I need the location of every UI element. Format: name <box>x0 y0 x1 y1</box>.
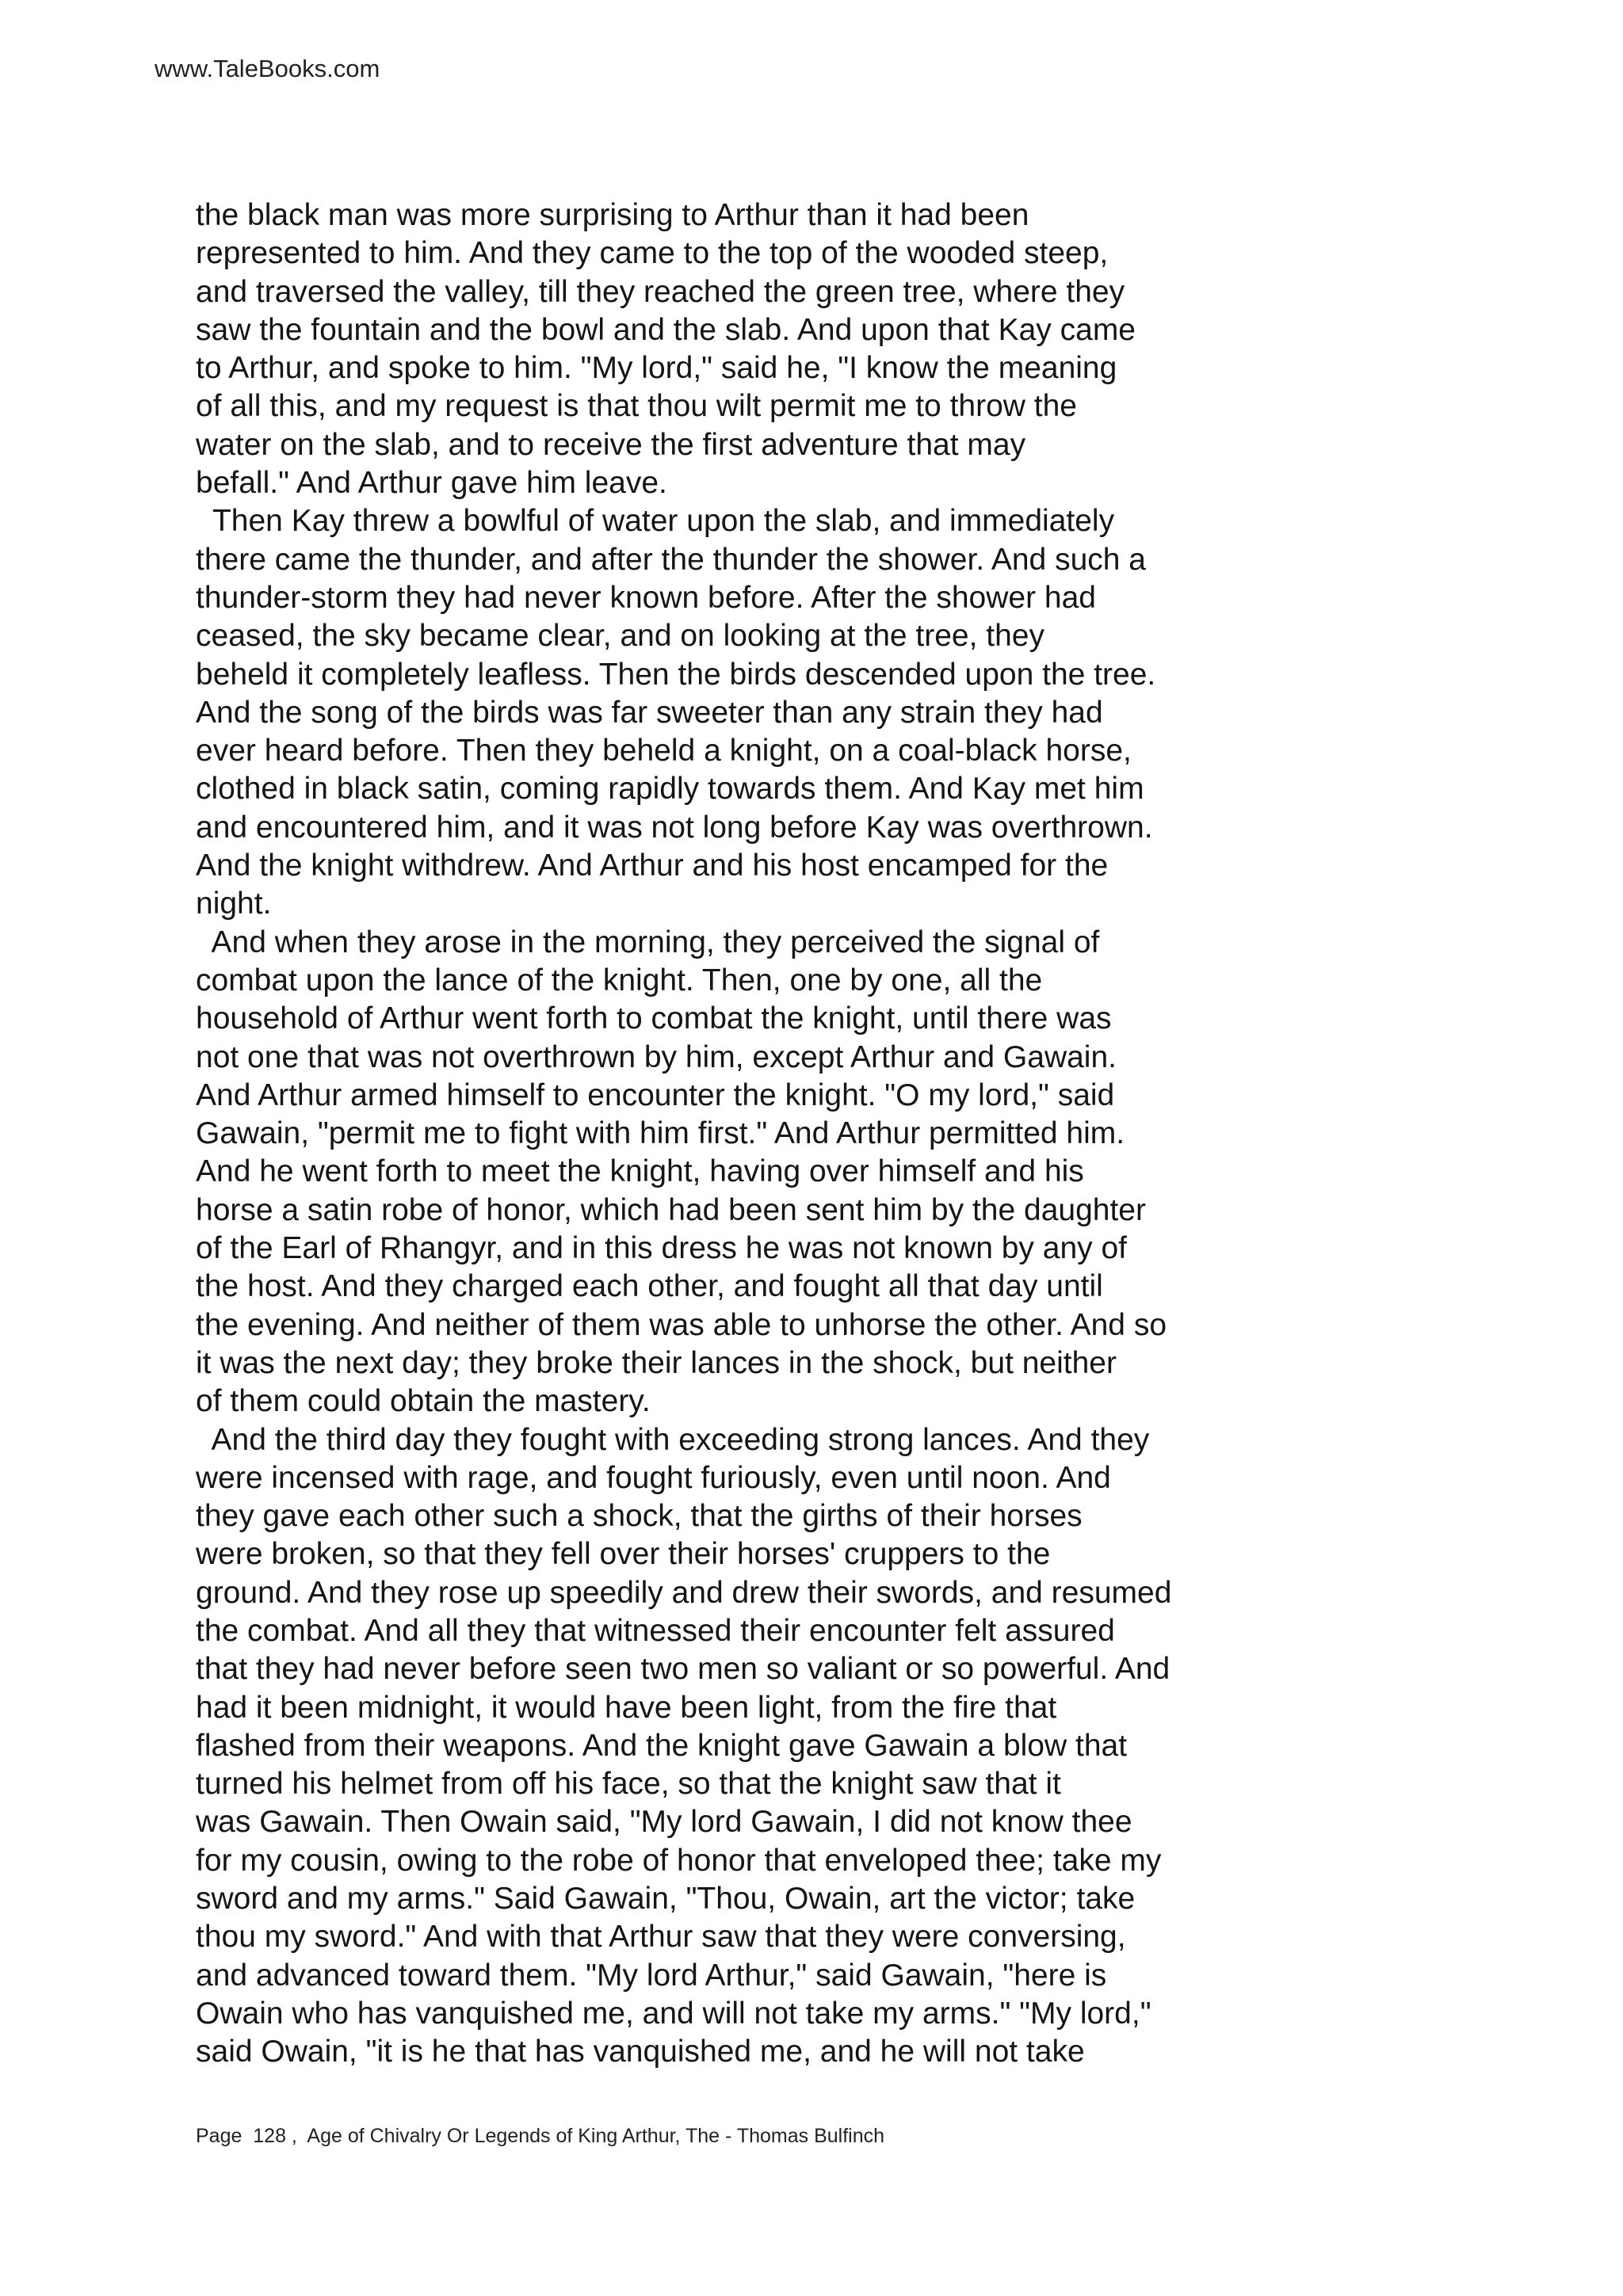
text-line: there came the thunder, and after the thunder the shower. And such a <box>196 542 1146 577</box>
text-line: beheld it completely leafless. Then the birds descended upon the tree. <box>196 657 1156 692</box>
text-line: the black man was more surprising to Arthur than it had been <box>196 198 1029 232</box>
text-line: not one that was not overthrown by him, except Arthur and Gawain. <box>196 1039 1117 1074</box>
text-line: night. <box>196 887 272 921</box>
text-line: thunder-storm they had never known before. After the shower had <box>196 580 1096 615</box>
text-line: they gave each other such a shock, that the girths of their horses <box>196 1499 1083 1534</box>
text-line: thou my sword." And with that Arthur saw that they were conversing, <box>196 1920 1126 1955</box>
text-line: the host. And they charged each other, and fought all that day until <box>196 1269 1103 1304</box>
text-line: And the song of the birds was far sweeter than any strain they had <box>196 695 1103 730</box>
text-line: turned his helmet from off his face, so that the knight saw that it <box>196 1767 1061 1802</box>
text-line: ever heard before. Then they beheld a knight, on a coal-black horse, <box>196 734 1132 769</box>
text-line: were incensed with rage, and fought furiously, even until noon. And <box>196 1460 1111 1495</box>
text-line: Owain who has vanquished me, and will not take my arms." "My lord," <box>196 1996 1151 2031</box>
text-line: clothed in black satin, coming rapidly towards them. And Kay met him <box>196 772 1144 807</box>
text-line: And he went forth to meet the knight, having over himself and his <box>196 1154 1084 1189</box>
text-line: saw the fountain and the bowl and the slab. And upon that Kay came <box>196 312 1136 347</box>
text-line: it was the next day; they broke their lances in the shock, but neither <box>196 1345 1117 1380</box>
text-line: sword and my arms." Said Gawain, "Thou, Owain, art the victor; take <box>196 1882 1136 1917</box>
text-line: water on the slab, and to receive the first adventure that may <box>196 427 1026 462</box>
page-footer: Page 128 , Age of Chivalry Or Legends of King Arthur, The - Thomas Bulfinch <box>196 2125 885 2147</box>
text-line: And Arthur armed himself to encounter the knight. "O my lord," said <box>196 1077 1115 1112</box>
text-line: said Owain, "it is he that has vanquished me, and he will not take <box>196 2035 1085 2069</box>
text-line: were broken, so that they fell over their horses' cruppers to the <box>196 1537 1051 1572</box>
text-line: for my cousin, owing to the robe of honor that enveloped thee; take my <box>196 1843 1162 1878</box>
text-line: and advanced toward them. "My lord Arthur," said Gawain, "here is <box>196 1958 1107 1993</box>
text-line: the combat. And all they that witnessed their encounter felt assured <box>196 1613 1115 1648</box>
page-body-text <box>196 196 1495 2072</box>
text-line: the evening. And neither of them was able to unhorse the other. And so <box>196 1307 1167 1342</box>
text-line: ground. And they rose up speedily and drew their swords, and resumed <box>196 1575 1172 1610</box>
text-line: And the knight withdrew. And Arthur and his host encamped for the <box>196 849 1109 883</box>
text-line: combat upon the lance of the knight. Then, one by one, all the <box>196 963 1043 997</box>
text-line: to Arthur, and spoke to him. "My lord," said he, "I know the meaning <box>196 351 1117 386</box>
text-line: And when they arose in the morning, they perceived the signal of <box>196 925 1100 959</box>
text-line: befall." And Arthur gave him leave. <box>196 466 667 501</box>
text-line: that they had never before seen two men so valiant or so powerful. And <box>196 1652 1170 1687</box>
text-line: and traversed the valley, till they reached the green tree, where they <box>196 274 1125 309</box>
text-line: flashed from their weapons. And the knight gave Gawain a blow that <box>196 1728 1128 1763</box>
text-line: of the Earl of Rhangyr, and in this dress he was not known by any of <box>196 1231 1128 1266</box>
text-line: household of Arthur went forth to combat the knight, until there was <box>196 1001 1112 1036</box>
text-line: had it been midnight, it would have been light, from the fire that <box>196 1690 1057 1725</box>
text-line: was Gawain. Then Owain said, "My lord Gawain, I did not know thee <box>196 1805 1132 1840</box>
text-line: ceased, the sky became clear, and on looking at the tree, they <box>196 619 1044 654</box>
text-line: of all this, and my request is that thou wilt permit me to throw the <box>196 389 1077 424</box>
text-line: Then Kay threw a bowlful of water upon the slab, and immediately <box>196 504 1115 539</box>
text-line: And the third day they fought with exceeding strong lances. And they <box>196 1422 1150 1457</box>
text-line: horse a satin robe of honor, which had been sent him by the daughter <box>196 1192 1146 1227</box>
text-line: Gawain, "permit me to fight with him first." And Arthur permitted him. <box>196 1116 1125 1151</box>
text-line: represented to him. And they came to the top of the wooded steep, <box>196 236 1109 271</box>
text-line: and encountered him, and it was not long before Kay was overthrown. <box>196 810 1153 845</box>
text-line: of them could obtain the mastery. <box>196 1384 651 1419</box>
site-url-header: www.TaleBooks.com <box>155 55 380 82</box>
